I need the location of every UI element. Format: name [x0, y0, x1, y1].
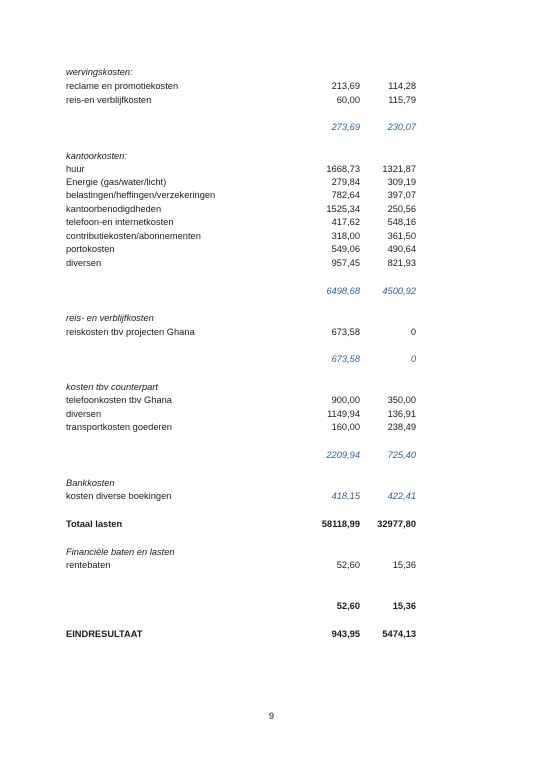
value-current: 160,00 — [331, 422, 360, 432]
table-row — [66, 189, 416, 202]
value-previous: 350,00 — [387, 395, 416, 405]
value-current: 418,15 — [331, 491, 360, 501]
table-row — [66, 80, 416, 93]
table-row — [66, 394, 416, 407]
table-row — [66, 203, 416, 216]
table-row — [66, 163, 416, 176]
table-row — [66, 559, 416, 572]
section-header-label: wervingskosten: — [66, 67, 133, 77]
result-current: 943,95 — [331, 629, 360, 639]
row-label: reiskosten tbv projecten Ghana — [66, 327, 195, 337]
subtotal-current: 273,69 — [331, 122, 360, 132]
subtotal-previous: 15,36 — [392, 601, 416, 611]
section-header-label: kantoorkosten: — [66, 151, 127, 161]
value-previous: 490,64 — [387, 244, 416, 254]
row-label: telefoon-en internetkosten — [66, 217, 174, 227]
row-label: reclame en promotiekosten — [66, 81, 179, 91]
row-label: Energie (gas/water/licht) — [66, 177, 167, 187]
value-current: 60,00 — [336, 95, 360, 105]
value-current: 1525,34 — [326, 204, 360, 214]
result-label: EINDRESULTAAT — [66, 629, 143, 639]
value-current: 900,00 — [331, 395, 360, 405]
total-label: Totaal lasten — [66, 519, 123, 529]
total-current: 58118,99 — [321, 519, 360, 529]
value-previous: 821,93 — [387, 258, 416, 268]
subtotal-row-financieel — [66, 600, 416, 613]
row-label: telefoonkosten tbv Ghana — [66, 395, 172, 405]
row-label: diversen — [66, 409, 102, 419]
row-label: contributiekosten/abonnementen — [66, 231, 201, 241]
subtotal-previous: 4500,92 — [382, 286, 416, 296]
section-header-financieel — [66, 546, 416, 559]
value-previous: 422,41 — [387, 491, 416, 501]
value-previous: 136,91 — [387, 409, 416, 419]
row-label: kantoorbenodigdheden — [66, 204, 162, 214]
value-current: 1149,94 — [327, 409, 360, 419]
result-previous: 5474,13 — [382, 629, 416, 639]
row-label: portokosten — [66, 244, 115, 254]
subtotal-previous: 0 — [410, 354, 416, 364]
value-current: 279,84 — [331, 177, 360, 187]
value-current: 673,58 — [331, 327, 360, 337]
total-previous: 32977,80 — [377, 519, 416, 529]
row-label: belastingen/heffingen/verzekeringen — [66, 190, 216, 200]
value-previous: 548,16 — [387, 217, 416, 227]
section-header-label: Financiële baten en lasten — [66, 547, 175, 557]
row-label: huur — [66, 164, 85, 174]
value-previous: 397,07 — [387, 190, 416, 200]
row-label: rentebaten — [66, 560, 111, 570]
table-row — [66, 94, 416, 107]
table-row — [66, 257, 416, 270]
page-number: 9 — [268, 711, 275, 721]
subtotal-row-reiskosten — [66, 353, 416, 366]
value-current: 549,06 — [331, 244, 360, 254]
row-label: transportkosten goederen — [66, 422, 172, 432]
row-label: reis-en verblijfkosten — [66, 95, 152, 105]
value-previous: 309,19 — [387, 177, 416, 187]
section-header-label: reis- en verblijfkosten — [66, 313, 154, 323]
table-row — [66, 408, 416, 421]
table-row — [66, 243, 416, 256]
value-previous: 238,49 — [387, 422, 416, 432]
section-header-kantoorkosten — [66, 150, 416, 163]
subtotal-current: 52,60 — [336, 601, 360, 611]
value-current: 52,60 — [336, 560, 360, 570]
value-current: 318,00 — [331, 231, 360, 241]
value-previous: 114,28 — [388, 81, 416, 91]
table-row — [66, 490, 416, 503]
value-previous: 361,50 — [387, 231, 416, 241]
value-previous: 1321,87 — [382, 164, 416, 174]
value-previous: 0 — [410, 327, 416, 337]
value-current: 782,64 — [331, 190, 360, 200]
subtotal-current: 6498,68 — [326, 286, 360, 296]
section-header-bankkosten — [66, 477, 416, 490]
row-label: diversen — [66, 258, 102, 268]
value-current: 213,69 — [331, 81, 360, 91]
subtotal-current: 2209,94 — [326, 450, 360, 460]
table-row — [66, 326, 416, 339]
section-header-reiskosten — [66, 312, 416, 325]
value-current: 957,45 — [331, 258, 360, 268]
table-row — [66, 176, 416, 189]
result-row — [66, 628, 416, 641]
section-header-wervingskosten — [66, 66, 416, 79]
subtotal-row-counterpart — [66, 449, 416, 462]
value-current: 417,62 — [331, 217, 360, 227]
table-row — [66, 230, 416, 243]
section-header-label: Bankkosten — [66, 478, 115, 488]
subtotal-row-kantoorkosten — [66, 285, 416, 298]
row-label: kosten diverse boekingen — [66, 491, 172, 501]
total-row-lasten — [66, 518, 416, 531]
subtotal-previous: 230,07 — [387, 122, 416, 132]
value-previous: 15,36 — [392, 560, 416, 570]
value-previous: 115,79 — [388, 95, 416, 105]
value-previous: 250,56 — [387, 204, 416, 214]
section-header-counterpart — [66, 381, 416, 394]
table-row — [66, 216, 416, 229]
value-current: 1668,73 — [326, 164, 360, 174]
subtotal-previous: 725,40 — [387, 450, 416, 460]
table-row — [66, 421, 416, 434]
subtotal-current: 673,58 — [331, 354, 360, 364]
subtotal-row-wervingskosten — [66, 121, 416, 134]
section-header-label: kosten tbv counterpart — [66, 382, 158, 392]
